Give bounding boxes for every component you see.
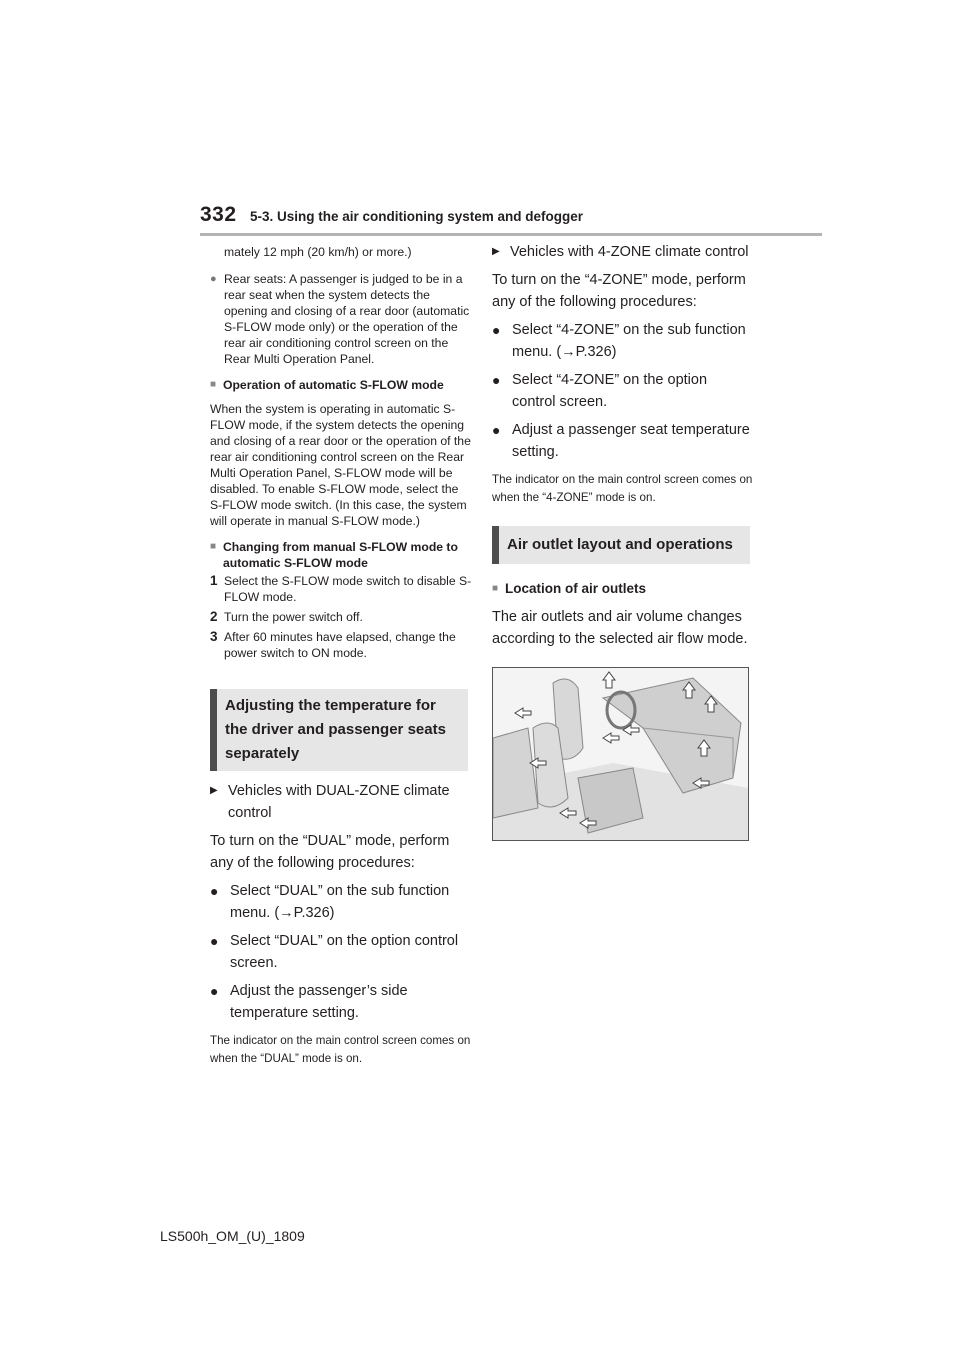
four-zone-item-text: Select “4-ZONE” on the option control screen. xyxy=(512,372,708,410)
continued-text: mately 12 mph (20 km/h) or more.) xyxy=(224,245,412,259)
section-title: 5-3. Using the air conditioning system and defogger xyxy=(250,209,584,224)
step-item xyxy=(210,629,472,661)
step-text: Turn the power switch off. xyxy=(224,610,363,624)
auto-sflow-heading-text: Operation of automatic S-FLOW mode xyxy=(223,378,444,392)
auto-sflow-text: When the system is operating in automatic S-FLOW mode, if the system detects the opening and closing of a rear door or the operation of the rear air conditioning control screen on the Rear Multi Operation Panel, S-FLOW mode will be disabled. To enable S-FLOW mode, select the S-FLOW mode switch. (In this case, the system will operate in manual S-FLOW mode.) xyxy=(210,402,471,528)
dual-item xyxy=(210,980,472,1024)
four-zone-heading xyxy=(492,241,754,263)
four-zone-item xyxy=(492,319,754,363)
four-zone-item xyxy=(492,419,754,463)
steps-list xyxy=(210,573,472,661)
location-heading-text: Location of air outlets xyxy=(505,581,647,596)
right-column xyxy=(492,241,754,841)
dual-item-text: Select “DUAL” on the option control screen. xyxy=(230,933,459,971)
bullet-dot-icon: ● xyxy=(210,933,219,949)
dual-item-text: Adjust the passenger’s side temperature setting. xyxy=(230,983,408,1021)
four-zone-heading-text: Vehicles with 4-ZONE climate control xyxy=(510,244,749,260)
footer-document-code: LS500h_OM_(U)_1809 xyxy=(160,1228,305,1244)
square-bullet-icon: ■ xyxy=(492,583,499,594)
dual-zone-heading-text: Vehicles with DUAL-ZONE climate control xyxy=(228,783,450,821)
air-outlet-illustration xyxy=(492,667,749,841)
left-column xyxy=(210,241,472,1068)
square-bullet-icon: ■ xyxy=(210,379,217,390)
rear-seats-item xyxy=(210,271,472,367)
header-rule xyxy=(200,233,822,236)
bullet-dot-icon: ● xyxy=(210,883,219,899)
bullet-dot-icon: ● xyxy=(210,983,219,999)
bullet-dot-icon: ● xyxy=(492,372,501,388)
four-zone-note: The indicator on the main control screen comes on when the “4-ZONE” mode is on. xyxy=(492,473,753,504)
rear-seats-text: Rear seats: A passenger is judged to be in a rear seat when the system detects the opening and closing of a rear door (automatic S-FLOW mode only) or the operation of the rear air conditioning control screen on the Rear Multi Operation Panel. xyxy=(224,272,470,366)
step-item xyxy=(210,609,472,625)
square-bullet-icon: ■ xyxy=(210,541,217,552)
air-outlet-heading-box: Air outlet layout and operations xyxy=(492,526,750,564)
step-number: 3 xyxy=(210,629,218,644)
dual-intro: To turn on the “DUAL” mode, perform any of the following procedures: xyxy=(210,833,450,871)
step-number: 1 xyxy=(210,573,218,588)
step-text: After 60 minutes have elapsed, change the power switch to ON mode. xyxy=(224,630,456,660)
step-number: 2 xyxy=(210,609,218,624)
triangle-arrow-icon: ▶ xyxy=(492,246,500,257)
change-mode-heading xyxy=(210,539,472,571)
triangle-arrow-icon: ▶ xyxy=(210,785,218,796)
auto-sflow-heading xyxy=(210,377,472,393)
dual-item xyxy=(210,880,472,924)
step-text: Select the S-FLOW mode switch to disable S-FLOW mode. xyxy=(224,574,472,604)
car-interior-illustration xyxy=(493,668,748,840)
section-heading-box: Adjusting the temperature for the driver and passenger seats separately xyxy=(210,689,468,771)
dual-zone-heading xyxy=(210,780,472,824)
four-zone-item-text: Adjust a passenger seat temperature setting. xyxy=(512,422,750,460)
four-zone-item xyxy=(492,369,754,413)
location-heading xyxy=(492,578,754,600)
dual-item-text: Select “DUAL” on the sub function menu. (→P.326) xyxy=(230,883,450,921)
bullet-dot-icon: ● xyxy=(210,273,217,285)
page-number: 332 xyxy=(200,203,237,226)
step-item xyxy=(210,573,472,605)
location-text: The air outlets and air volume changes according to the selected air flow mode. xyxy=(492,609,748,647)
change-mode-heading-text: Changing from manual S-FLOW mode to automatic S-FLOW mode xyxy=(223,540,458,570)
four-zone-item-text: Select “4-ZONE” on the sub function menu. (→P.326) xyxy=(512,322,746,360)
four-zone-intro: To turn on the “4-ZONE” mode, perform any of the following procedures: xyxy=(492,272,746,310)
dual-item xyxy=(210,930,472,974)
bullet-dot-icon: ● xyxy=(492,322,501,338)
bullet-dot-icon: ● xyxy=(492,422,501,438)
dual-note: The indicator on the main control screen comes on when the “DUAL” mode is on. xyxy=(210,1034,471,1065)
